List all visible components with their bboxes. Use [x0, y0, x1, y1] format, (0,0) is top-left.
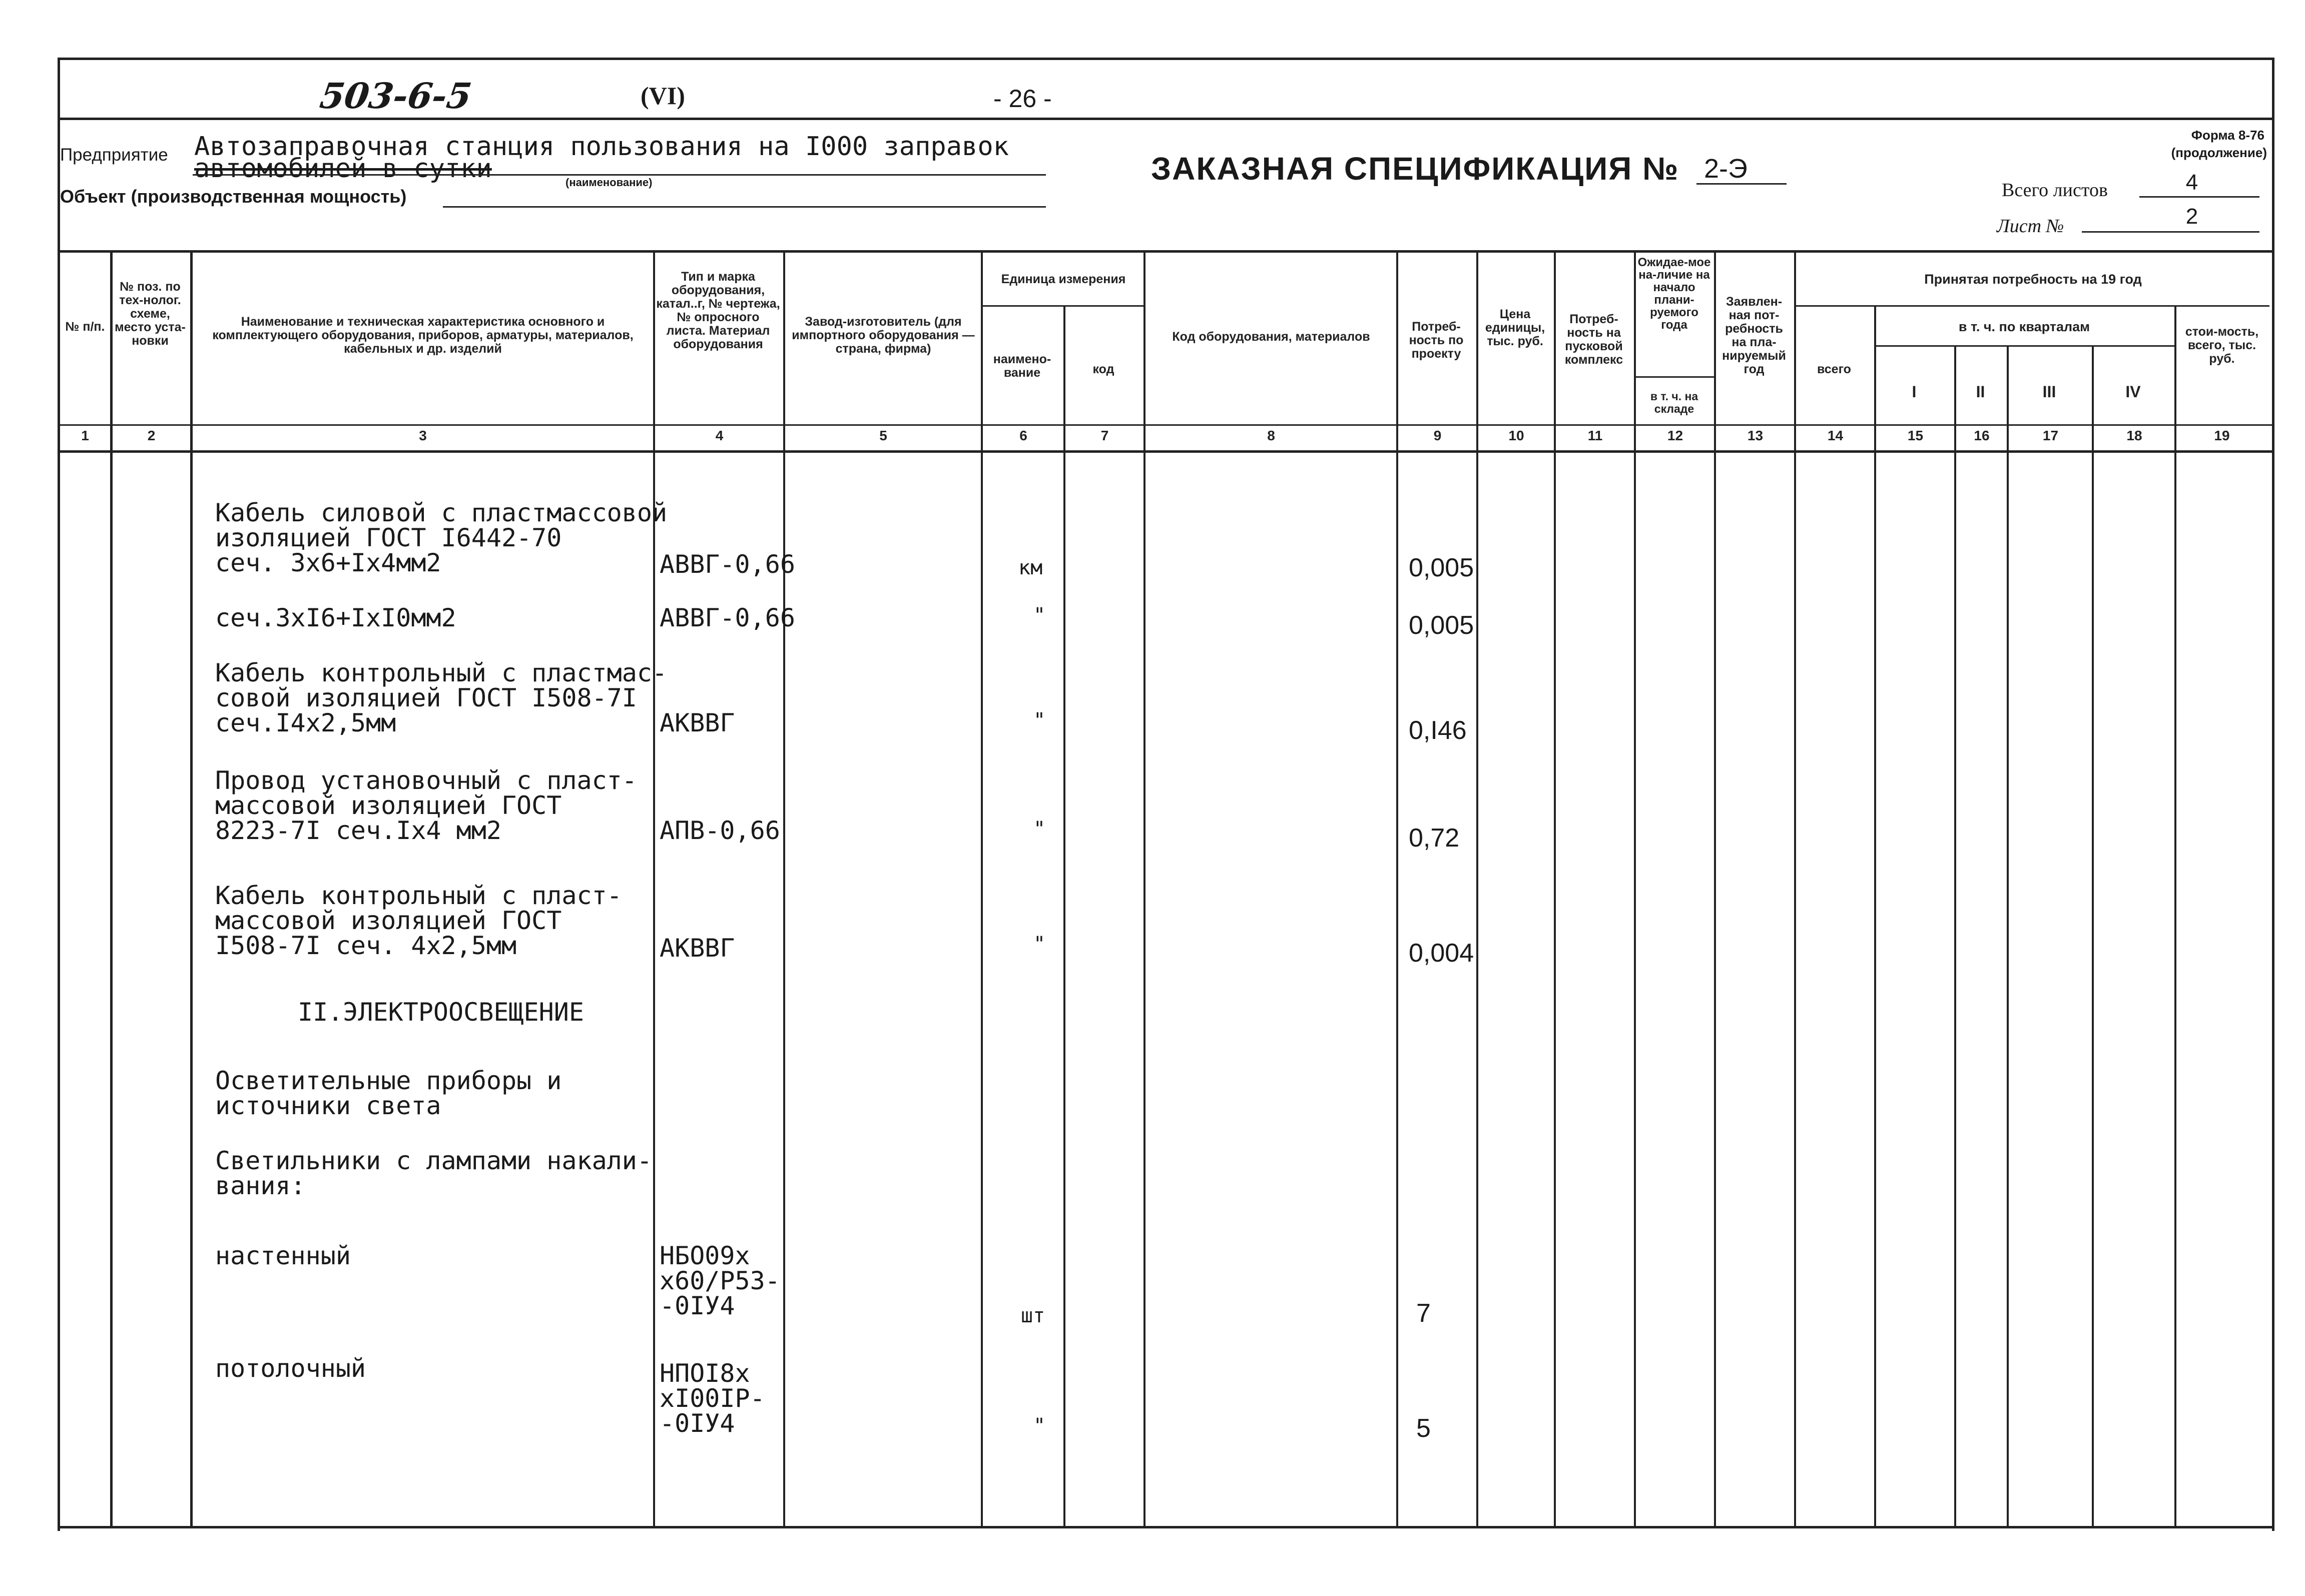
col11-header: Потреб-ность на пусковой комплекс — [1564, 312, 1623, 367]
col9-header: Потреб-ность по проекту — [1409, 320, 1464, 361]
col-divider — [1476, 250, 1478, 1528]
row-5-qty: 0,004 — [1409, 939, 1474, 968]
col12b-header: в т. ч. на складе — [1650, 390, 1698, 415]
row-10-type: НПОI8х хI00IР- -0IУ4 — [660, 1359, 765, 1438]
col-divider — [981, 250, 983, 1528]
colnum-5: 5 — [879, 428, 887, 443]
colnum-11: 11 — [1587, 428, 1603, 443]
row-9-unit: шт — [1021, 1304, 1045, 1327]
row-4-qty: 0,72 — [1409, 824, 1460, 853]
table-top-border — [58, 250, 2272, 253]
object-label: Объект (производственная мощность) — [60, 186, 407, 207]
colnum-7: 7 — [1100, 428, 1109, 443]
row-4-name: Провод установочный с пласт- массовой изоляцией ГОСТ 8223-7I сеч.Iх4 мм2 — [215, 766, 637, 845]
row-4-unit: " — [1033, 818, 1046, 841]
row-1-qty: 0,005 — [1409, 553, 1474, 582]
col-divider — [2007, 345, 2009, 1528]
colnum-19: 19 — [2214, 428, 2230, 443]
enterprise-name-line2: автомобилей в сутки — [194, 154, 492, 184]
colnum-16: 16 — [1974, 428, 1990, 443]
row-2-unit: " — [1033, 604, 1046, 627]
row-5-name: Кабель контрольный с пласт- массовой изоляцией ГОСТ I508-7I сеч. 4х2,5мм — [215, 881, 622, 960]
colnum-13: 13 — [1747, 428, 1764, 443]
colnum-9: 9 — [1433, 428, 1442, 443]
row-3-unit: " — [1033, 709, 1046, 732]
total-sheets-underline — [2139, 196, 2259, 198]
col3-header: Наименование и техническая характеристика основного и комплектующего оборудования, приборов, арматуры, материалов, кабельных и др. изделий — [212, 315, 634, 356]
col12-header: Ожидае-мое на-личие на начало плани-руемого года — [1637, 256, 1711, 332]
row-10-name: потолочный — [215, 1354, 366, 1383]
row-3-qty: 0,I46 — [1409, 716, 1467, 745]
spec-title: ЗАКАЗНАЯ СПЕЦИФИКАЦИЯ № — [1151, 151, 1679, 187]
row-10-qty: 5 — [1416, 1414, 1431, 1443]
colnum-1: 1 — [81, 428, 89, 443]
enterprise-underline — [193, 174, 1046, 176]
colnum-14: 14 — [1827, 428, 1844, 443]
col10-header: Цена единицы, тыс. руб. — [1485, 307, 1545, 348]
col-divider — [2174, 305, 2176, 1528]
quarter-group-header: в т. ч. по кварталам — [1958, 319, 2090, 334]
quarter-group-line — [1874, 345, 2174, 347]
header-divider — [58, 118, 2272, 120]
colnum-12: 12 — [1667, 428, 1683, 443]
colnum-2: 2 — [147, 428, 156, 443]
unit-group-line — [981, 305, 1143, 307]
col8-header: Код оборудования, материалов — [1172, 330, 1370, 344]
enterprise-caption: (наименование) — [565, 176, 653, 189]
row-3-name: Кабель контрольный с пластмас- совой изоляцией ГОСТ I508-7I сеч.I4х2,5мм — [215, 658, 668, 737]
total-sheets-label: Всего листов — [2002, 180, 2108, 201]
row-10-unit: " — [1033, 1414, 1046, 1437]
accepted-group-header: Принятая потребность на 19 год — [1924, 272, 2142, 287]
row-7-name: Осветительные приборы и источники света — [215, 1066, 562, 1120]
col6-header: наимено-вание — [993, 352, 1051, 380]
colnum-bottom-line — [58, 450, 2272, 453]
table-bottom-border — [58, 1526, 2272, 1528]
spec-number-underline — [1696, 183, 1787, 185]
sheet-label: Лист № — [1997, 216, 2064, 237]
colnum-6: 6 — [1019, 428, 1027, 443]
row-5-type: АКВВГ — [660, 934, 735, 963]
col4-header: Тип и марка оборудования, катал..г, № чертежа, № опросного листа. Материал оборудования — [656, 270, 780, 351]
row-4-type: АПВ-0,66 — [660, 816, 780, 845]
col-divider — [1714, 250, 1716, 1528]
col-divider — [1794, 250, 1796, 1528]
col17-header: III — [2042, 383, 2056, 401]
col-divider — [1063, 305, 1065, 1528]
row-9-type: НБО09х х60/Р53- -0IУ4 — [660, 1241, 780, 1320]
row-3-type: АКВВГ — [660, 708, 735, 737]
col18-header: IV — [2125, 383, 2141, 401]
col-divider — [1554, 250, 1556, 1528]
document-code: 503-6-5 — [317, 75, 474, 117]
colnum-15: 15 — [1907, 428, 1924, 443]
col2-header: № поз. по тех-нолог. схеме, место уста-новки — [115, 280, 186, 348]
row-2-type: АВВГ-0,66 — [660, 603, 795, 632]
row-9-name: настенный — [215, 1241, 351, 1270]
col16-header: II — [1976, 383, 1985, 401]
col-divider — [653, 250, 655, 1528]
col7-header: код — [1092, 362, 1114, 376]
spec-number: 2-Э — [1704, 154, 1748, 184]
colnum-4: 4 — [715, 428, 724, 443]
row-1-type: АВВГ-0,66 — [660, 550, 795, 579]
col-divider — [1954, 345, 1956, 1528]
page-number: - 26 - — [993, 85, 1052, 113]
unit-group-header: Единица измерения — [1001, 272, 1126, 286]
row-5-unit: " — [1033, 933, 1046, 956]
colnum-18: 18 — [2126, 428, 2142, 443]
row-2-name: сеч.3хI6+IхI0мм2 — [215, 603, 456, 632]
col1-header: № п/п. — [65, 320, 105, 334]
col-divider — [783, 250, 785, 1528]
colnum-top-line — [58, 424, 2272, 426]
col-divider — [2092, 345, 2094, 1528]
colnum-10: 10 — [1508, 428, 1524, 443]
section-heading: II.ЭЛЕКТРООСВЕЩЕНИЕ — [298, 998, 584, 1027]
section-number: (VI) — [641, 82, 685, 110]
row-2-qty: 0,005 — [1409, 611, 1474, 640]
row-1-unit: км — [1018, 556, 1043, 579]
row-9-qty: 7 — [1416, 1299, 1431, 1328]
enterprise-label: Предприятие — [60, 145, 168, 165]
row-8-name: Светильники с лампами накали- вания: — [215, 1146, 652, 1200]
col5-header: Завод-изготовитель (для импортного оборудования — страна, фирма) — [792, 315, 975, 356]
object-underline — [443, 206, 1046, 208]
total-sheets-value: 4 — [2185, 170, 2198, 195]
col-divider — [1396, 250, 1398, 1528]
enterprise-name-line1: Автозаправочная станция пользования на I000 заправок — [194, 132, 1009, 162]
col13-header: Заявлен-ная пот-ребность на пла-нируемый год — [1722, 295, 1786, 376]
col-divider — [1874, 305, 1876, 1528]
accepted-group-line — [1794, 305, 2269, 307]
form-continuation: (продолжение) — [2171, 145, 2267, 160]
form-label: Форма 8-76 — [2191, 128, 2264, 143]
col-divider — [1634, 250, 1636, 1528]
c12-sub-line — [1634, 376, 1714, 378]
col-divider — [1143, 250, 1145, 1528]
col14-header: всего — [1817, 362, 1851, 376]
colnum-17: 17 — [2042, 428, 2059, 443]
row-1-name: Кабель силовой с пластмассовой изоляцией ГОСТ I6442-70 сеч. 3х6+Iх4мм2 — [215, 498, 668, 577]
colnum-8: 8 — [1267, 428, 1275, 443]
sheet-underline — [2082, 231, 2259, 233]
sheet-value: 2 — [2185, 204, 2198, 229]
colnum-3: 3 — [419, 428, 427, 443]
col19-header: стои-мость, всего, тыс. руб. — [2185, 325, 2259, 366]
col15-header: I — [1912, 383, 1917, 401]
